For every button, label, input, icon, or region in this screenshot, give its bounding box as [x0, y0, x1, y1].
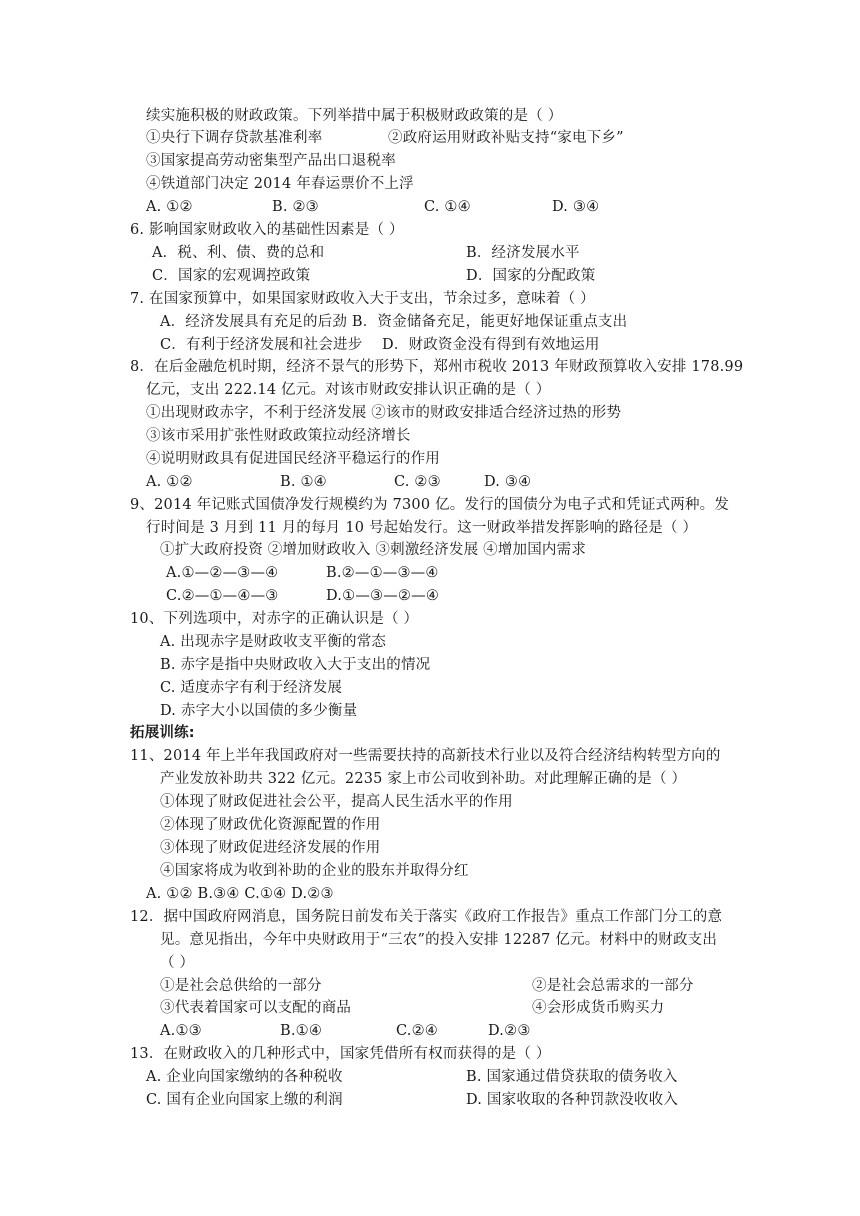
q12-item-1: ①是社会总供给的一部分: [160, 978, 322, 994]
q8-item-4: ④说明财政具有促进国民经济平稳运行的作用: [146, 451, 440, 467]
q9-option-b: B.②—①—③—④: [326, 565, 439, 581]
q9-stem-line-1: 9、2014 年记账式国债净发行规模约为 7300 亿。发行的国债分为电子式和凭证式两种。发: [130, 497, 730, 513]
q9-items: ①扩大政府投资 ②增加财政收入 ③刺激经济发展 ④增加国内需求: [160, 542, 587, 558]
q12-item-2: ②是社会总需求的一部分: [532, 978, 694, 994]
q6-option-b: B．经济发展水平: [466, 245, 580, 261]
q6-option-a: A．税、利、债、费的总和: [152, 245, 325, 261]
q5-option-c: C. ①④: [424, 199, 471, 215]
q6-option-d: D．国家的分配政策: [466, 268, 596, 284]
q8-option-c: C. ②③: [394, 474, 441, 490]
q6-stem: 6. 影响国家财政收入的基础性因素是（ ）: [130, 222, 404, 238]
section-title: 拓展训练:: [130, 725, 195, 741]
q5-item-3: ③国家提高劳动密集型产品出口退税率: [146, 153, 396, 169]
q5-item-1: ①央行下调存贷款基准利率: [146, 130, 323, 146]
q9-option-c: C.②—①—④—③: [166, 588, 279, 604]
q8-items-1-2: ①出现财政赤字，不利于经济发展 ②该市的财政安排适合经济过热的形势: [146, 405, 622, 421]
q11-item-1: ①体现了财政促进社会公平，提高人民生活水平的作用: [160, 794, 513, 810]
q11-item-3: ③体现了财政促进经济发展的作用: [160, 840, 381, 856]
q5-option-d: D. ③④: [552, 199, 600, 215]
q5-item-2: ②政府运用财政补贴支持“家电下乡”: [388, 130, 624, 146]
q10-option-d: D. 赤字大小以国债的多少衡量: [160, 703, 358, 719]
q12-option-d: D.②③: [488, 1023, 531, 1039]
q11-stem-line-1: 11、2014 年上半年我国政府对一些需要扶持的高新技术行业以及符合经济结构转型方向的: [130, 748, 721, 764]
q11-options: A. ①② B.③④ C.①④ D.②③: [146, 886, 334, 902]
q5-option-b: B. ②③: [272, 199, 319, 215]
q8-stem-line-1: 8．在后金融危机时期，经济不景气的形势下，郑州市税收 2013 年财政预算收入安排 178.99: [130, 359, 744, 375]
q5-item-4: ④铁道部门决定 2014 年春运票价不上浮: [146, 176, 414, 192]
q12-stem-line-3: （ ）: [160, 955, 195, 971]
q7-option-d: D．财政资金没有得到有效地运用: [382, 337, 600, 353]
q5-option-a: A. ①②: [146, 199, 193, 215]
q11-item-2: ②体现了财政优化资源配置的作用: [160, 817, 381, 833]
q8-item-3: ③该市采用扩张性财政政策拉动经济增长: [146, 428, 411, 444]
q12-option-b: B.①④: [280, 1023, 323, 1039]
q12-item-3: ③代表着国家可以支配的商品: [160, 1000, 352, 1016]
q10-option-a: A. 出现赤字是财政收支平衡的常态: [160, 634, 387, 650]
q7-options-ab: A．经济发展具有充足的后劲 B．资金储备充足，能更好地保证重点支出: [160, 314, 628, 330]
q8-option-a: A. ①②: [146, 474, 193, 490]
q5-stem: 续实施积极的财政政策。下列举措中属于积极财政政策的是（ ）: [146, 108, 563, 124]
q13-option-c: C. 国有企业向国家上缴的利润: [146, 1092, 343, 1108]
q12-option-a: A.①③: [160, 1023, 202, 1039]
q12-option-c: C.②④: [396, 1023, 438, 1039]
q9-option-d: D.①—③—②—④: [326, 588, 440, 604]
q7-stem: 7. 在国家预算中，如果国家财政收入大于支出，节余过多，意味着（ ）: [130, 291, 595, 307]
q12-item-4: ④会形成货币购买力: [532, 1000, 665, 1016]
q8-stem-line-2: 亿元，支出 222.14 亿元。对该市财政安排认识正确的是（ ）: [146, 382, 551, 398]
q13-option-a: A. 企业向国家缴纳的各种税收: [146, 1069, 343, 1085]
q10-option-c: C. 适度赤字有利于经济发展: [160, 680, 343, 696]
q12-stem-line-2: 见。意见指出，今年中央财政用于“三农”的投入安排 12287 亿元。材料中的财政支出: [160, 932, 718, 948]
q8-option-b: B. ①④: [280, 474, 327, 490]
q6-option-c: C．国家的宏观调控政策: [152, 268, 311, 284]
q11-item-4: ④国家将成为收到补助的企业的股东并取得分红: [160, 863, 469, 879]
q13-stem: 13．在财政收入的几种形式中，国家凭借所有权而获得的是（ ）: [130, 1046, 551, 1062]
q13-option-d: D. 国家收取的各种罚款没收收入: [466, 1092, 679, 1108]
q7-option-c: C．有利于经济发展和社会进步: [160, 337, 363, 353]
q11-stem-line-2: 产业发放补助共 322 亿元。2235 家上市公司收到补助。对此理解正确的是（ ）: [160, 771, 687, 787]
q10-option-b: B. 赤字是指中央财政收入大于支出的情况: [160, 657, 431, 673]
q13-option-b: B. 国家通过借贷获取的债务收入: [466, 1069, 678, 1085]
q10-stem: 10、下列选项中，对赤字的正确认识是（ ）: [130, 611, 419, 627]
q9-stem-line-2: 行时间是 3 月到 11 月的每月 10 号起始发行。这一财政举措发挥影响的路径是（ ）: [146, 520, 698, 536]
q9-option-a: A.①—②—③—④: [166, 565, 279, 581]
q8-option-d: D. ③④: [484, 474, 532, 490]
q12-stem-line-1: 12．据中国政府网消息，国务院日前发布关于落实《政府工作报告》重点工作部门分工的意: [130, 909, 723, 925]
